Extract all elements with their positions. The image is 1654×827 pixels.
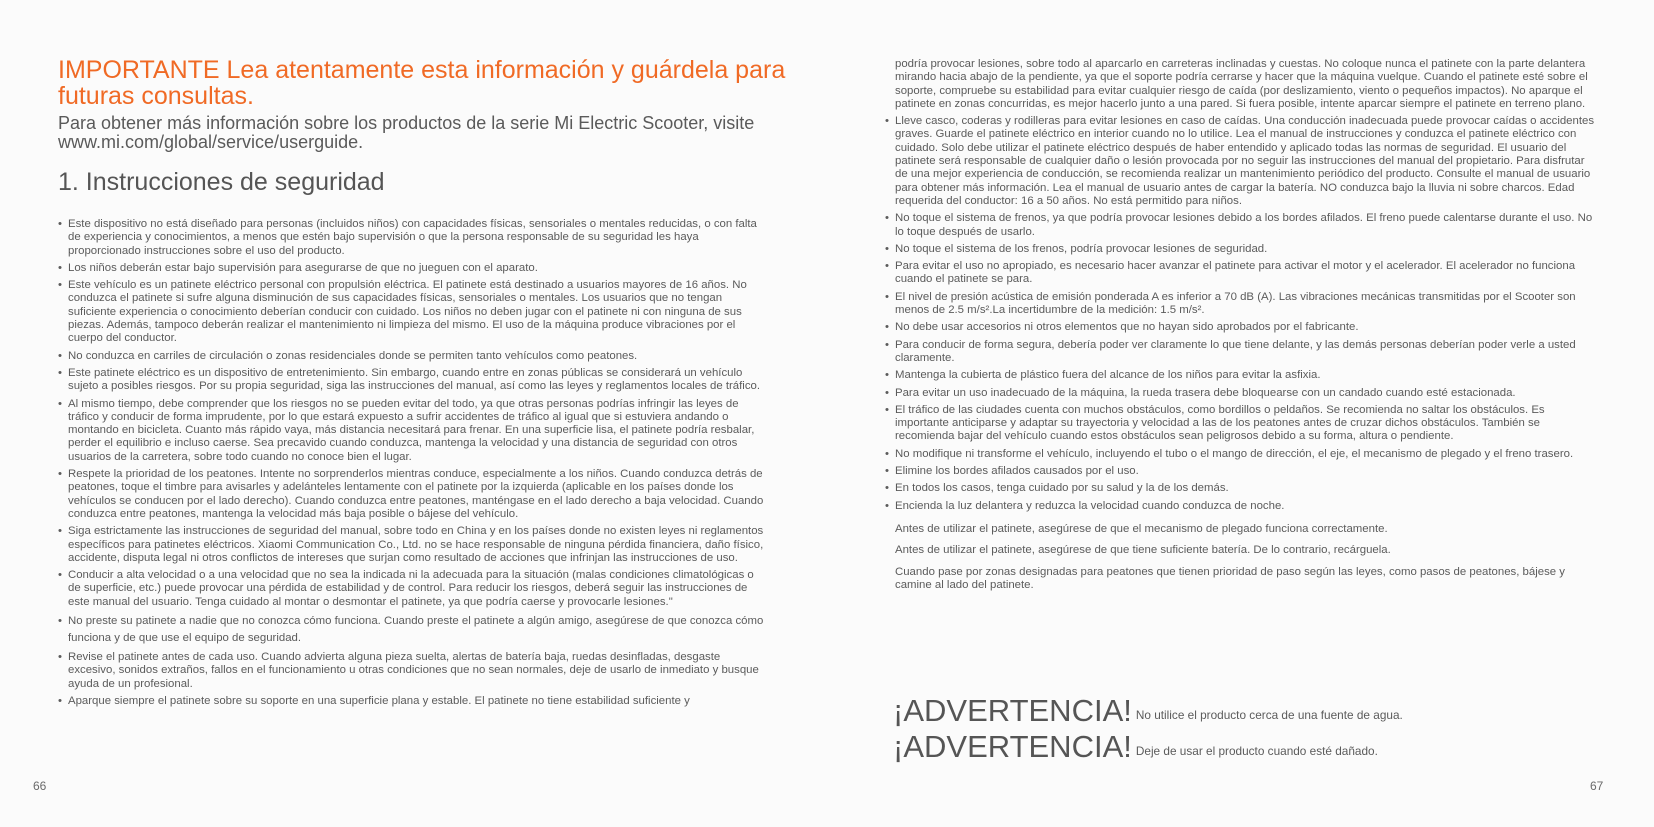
page-title: IMPORTANTE Lea atentamente esta información y guárdela para futuras consultas.: [58, 56, 786, 110]
list-item: • No toque el sistema de frenos, ya que podría provocar lesiones debido a los bordes afilados. El freno puede calentarse durante el uso. No lo toque después de usarlo.: [885, 212, 1597, 239]
list-item: • Al mismo tiempo, debe comprender que los riesgos no se pueden evitar del todo, ya que otras personas podrías infringir las leyes de tráfico y conducir de forma imprudente, por lo que estará expuesto a sufrir accidentes de tráfico al igual que si estuviera andando o montando en bicicleta. Cuanto más rápido vaya, más distancia necesitará para frenar. En una superficie lisa, el patinete podría resbalar, perder el equilibrio e incluso caerse. Sea precavido cuando conduzca, mantenga la velocidad y una distancia de seguridad con otros usuarios de la carretera, sobre todo cuando no conoce bien el lugar.: [58, 398, 768, 464]
list-item: • No conduzca en carriles de circulación o zonas residenciales donde se permiten tanto vehículos como peatones.: [58, 350, 768, 363]
list-item: • Este dispositivo no está diseñado para personas (incluidos niños) con capacidades físicas, sensoriales o mentales reducidas, o con falta de experiencia y conocimientos, a menos que estén bajo supervisión o que la persona responsable de su seguridad les haya proporcionado instrucciones sobre el uso del producto.: [58, 218, 768, 258]
list-item: • Este patinete eléctrico es un dispositivo de entretenimiento. Sin embargo, cuando entre en zonas públicas se considerará un vehículo sujeto a posibles riesgos. Por su propia seguridad, siga las instrucciones del manual, así como las leyes y reglamentos locales de tráfico.: [58, 367, 768, 394]
page-number: 67: [1590, 779, 1604, 793]
list-item: • Aparque siempre el patinete sobre su soporte en una superficie plana y estable. El patinete no tiene estabilidad suficiente y: [58, 695, 768, 708]
list-item: • Los niños deberán estar bajo supervisión para asegurarse de que no jueguen con el aparato.: [58, 262, 768, 275]
warning-label: ¡ADVERTENCIA!: [893, 729, 1132, 764]
list-item: • Revise el patinete antes de cada uso. Cuando advierta alguna pieza suelta, alertas de batería baja, ruedas desinfladas, desgaste excesivo, sonidos extraños, fallos en el funcionamiento u otras condiciones que no sean normales, deje de usarlo de inmediato y busque ayuda de un profesional.: [58, 651, 768, 691]
list-item: • Este vehículo es un patinete eléctrico personal con propulsión eléctrica. El patinete está destinado a usuarios mayores de 16 años. No conduzca el patinete si sufre alguna disminución de sus capacidades físicas, sensoriales o mentales. Los usuarios que no tengan suficiente experiencia o conocimiento deberían conducir con cuidado. Los niños no deben jugar con el patinete ni con ninguna de sus piezas. Además, tampoco deberán realizar el mantenimiento ni limpieza del mismo. El uso de la máquina produce vibraciones por el cuerpo del conductor.: [58, 279, 768, 345]
warning-text: No utilice el producto cerca de una fuente de agua.: [1135, 708, 1403, 722]
list-item: • Encienda la luz delantera y reduzca la velocidad cuando conduzca de noche.: [885, 500, 1597, 513]
list-item: • Mantenga la cubierta de plástico fuera del alcance de los niños para evitar la asfixia.: [885, 369, 1597, 382]
plain-block: [885, 523, 1597, 592]
section-heading: 1. Instrucciones de seguridad: [58, 168, 385, 196]
list-item-continuation: [885, 58, 1597, 111]
list-item: • No modifique ni transforme el vehículo, incluyendo el tubo o el mango de dirección, el eje, el mecanismo de plegado y el freno trasero.: [885, 448, 1597, 461]
list-item: • No toque el sistema de los frenos, podría provocar lesiones de seguridad.: [885, 243, 1597, 256]
list-item: • El nivel de presión acústica de emisión ponderada A es inferior a 70 dB (A). Las vibraciones mecánicas transmitidas por el Scooter son menos de 2.5 m/s².La incertidumbre de la medición: 1.5 m/s².: [885, 291, 1597, 318]
warning-label: ¡ADVERTENCIA!: [893, 693, 1132, 728]
list-item: • Respete la prioridad de los peatones. Intente no sorprenderlos mientras conduce, especialmente a los niños. Cuando conduzca detrás de peatones, toque el timbre para avisarles y adelánteles lentamente con el patinete por la izquierda (aplicable en los países donde los vehículos se conducen por el lado derecho). Cuando conduzca entre peatones, manténgase en el lado derecho a baja velocidad. Cuando conduzca entre peatones, mantenga la velocidad más baja posible o bájese del vehículo.: [58, 468, 768, 521]
list-item: • Para conducir de forma segura, debería poder ver claramente lo que tiene delante, y las demás personas deberían poder verle a usted claramente.: [885, 339, 1597, 366]
list-item: • No debe usar accesorios ni otros elementos que no hayan sido aprobados por el fabricante.: [885, 321, 1597, 334]
list-item: • Para evitar un uso inadecuado de la máquina, la rueda trasera debe bloquearse con un candado cuando esté estacionada.: [885, 387, 1597, 400]
safety-list-right: [885, 58, 1597, 596]
warning-water: [893, 694, 1403, 727]
warning-damaged: [893, 730, 1378, 763]
plain-paragraph: Antes de utilizar el patinete, asegúrese de que tiene suficiente batería. De lo contrario, recárguela.: [895, 544, 1391, 557]
list-item: • No preste su patinete a nadie que no conozca cómo funciona. Cuando preste el patinete a algún amigo, asegúrese de que conozca cómo funciona y de que use el equipo de seguridad.: [58, 613, 768, 647]
page-number: 66: [33, 779, 47, 793]
plain-paragraph: Cuando pase por zonas designadas para peatones que tienen prioridad de paso según las leyes, como pasos de peatones, bájese y camine al lado del patinete.: [895, 565, 1565, 591]
continuation-text: podría provocar lesiones, sobre todo al aparcarlo en carreteras inclinadas y cuestas. No coloque nunca el patinete con la parte delantera mirando hacia abajo de la pendiente, ya que el soporte podría cerrarse y hacer que la máquina vuelque. Cuando el patinete esté sobre el soporte, compruebe su estabilidad para evitar cualquier riesgo de caída (por deslizamiento, viento o pequeños impactos). No aparque el patinete en zonas concurridas, es mejor hacerlo junto a una pared. Si fuera posible, intente aparcar siempre el patinete en terreno plano.: [895, 58, 1588, 110]
safety-list-left: [58, 218, 768, 712]
plain-paragraph: Antes de utilizar el patinete, asegúrese de que el mecanismo de plegado funciona correctamente.: [895, 522, 1388, 535]
list-item: • El tráfico de las ciudades cuenta con muchos obstáculos, como bordillos o peldaños. Se recomienda no saltar los obstáculos. Es importante anticiparse y adaptar su trayectoria y velocidad a las de los peatones antes de cruzar dichos obstáculos. También se recomienda bajar del vehículo cuando estos obstáculos sean peligrosos debido a su forma, altura o pendiente.: [885, 404, 1597, 444]
list-item: • Lleve casco, coderas y rodilleras para evitar lesiones en caso de caídas. Una conducción inadecuada puede provocar caídas o accidentes graves. Guarde el patinete eléctrico en interior cuando no lo utilice. Lea el manual de instrucciones y conduzca el patinete eléctrico con cuidado. Solo debe utilizar el patinete eléctrico después de haber entendido y aplicado todas las normas de seguridad. El usuario del patinete será responsable de cualquier daño o lesión provocada por no seguir las instrucciones del manual del propietario. Para disfrutar de una mejor experiencia de conducción, se recomienda realizar un mantenimiento periódico del producto. Consulte el manual de usuario para obtener más información. Lea el manual de usuario antes de cargar la batería. NO conduzca bajo la lluvia ni sobre charcos. Edad requerida del conductor: 16 a 50 años. No está permitido para niños.: [885, 115, 1597, 208]
list-item: • Siga estrictamente las instrucciones de seguridad del manual, sobre todo en China y en los países donde no existen leyes ni reglamentos específicos para patinetes eléctricos. Xiaomi Communication Co., Ltd. no se hace responsable de ninguna pérdida financiera, daño físico, accidente, disputa legal ni otros conflictos de intereses que surjan como resultado de acciones que infrinjan las instrucciones de uso.: [58, 525, 768, 565]
list-item: • Elimine los bordes afilados causados por el uso.: [885, 465, 1597, 478]
list-item: • Conducir a alta velocidad o a una velocidad que no sea la indicada ni la adecuada para la situación (malas condiciones climatológicas o de superficie, etc.) puede provocar una pérdida de estabilidad y de control. Para reducir los riesgos, deberá seguir las instrucciones de este manual del usuario. Tenga cuidado al montar o desmontar el patinete, ya que podría caerse y provocarle lesiones.": [58, 569, 768, 609]
list-item: • En todos los casos, tenga cuidado por su salud y la de los demás.: [885, 482, 1597, 495]
warning-text: Deje de usar el producto cuando esté dañado.: [1135, 744, 1378, 758]
list-item: • Para evitar el uso no apropiado, es necesario hacer avanzar el patinete para activar el motor y el acelerador. El acelerador no funciona cuando el patinete se para.: [885, 260, 1597, 287]
subtitle: Para obtener más información sobre los productos de la serie Mi Electric Scooter, visite www.mi.com/global/service/userguide.: [58, 113, 755, 152]
